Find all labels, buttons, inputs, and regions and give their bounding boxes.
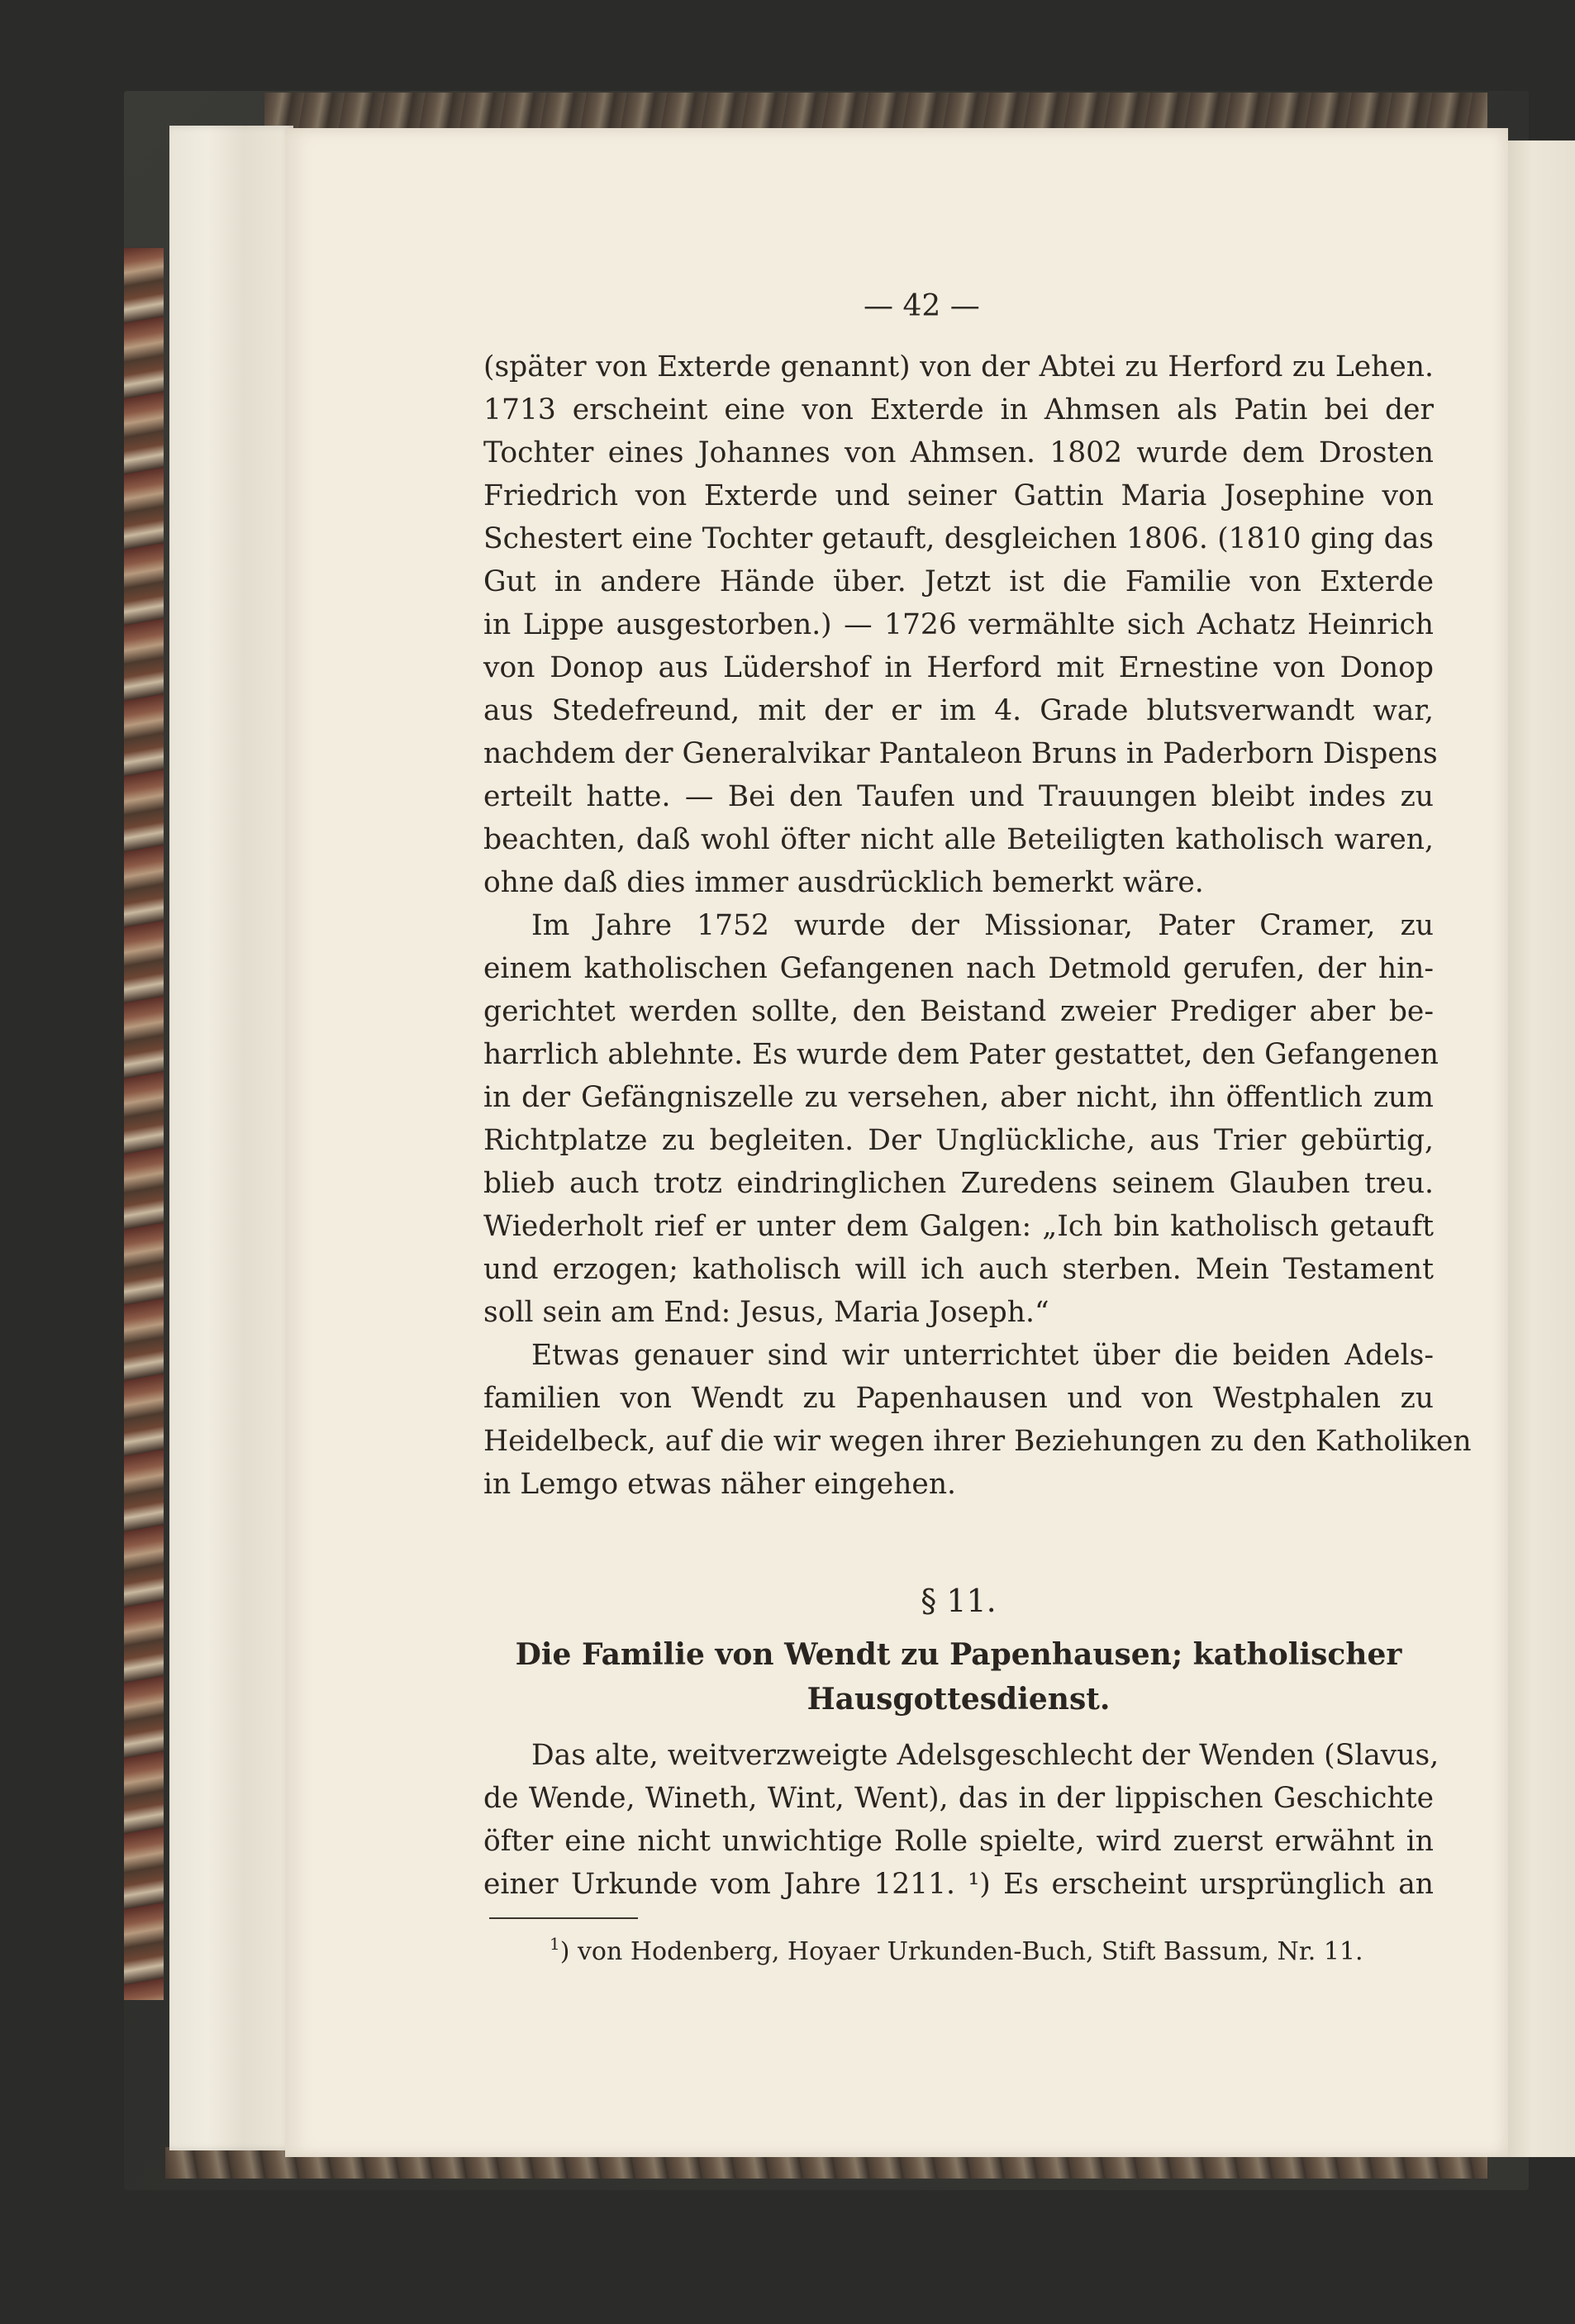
page-edge-right bbox=[1504, 140, 1575, 2157]
text-line: (später von Exterde genannt) von der Abtei zu Herford zu Lehen. bbox=[483, 350, 1434, 383]
text-line: Im Jahre 1752 wurde der Missionar, Pater Cramer, zu bbox=[531, 909, 1434, 942]
footnote-rule bbox=[489, 1917, 638, 1919]
text-line: öfter eine nicht unwichtige Rolle spielte, wird zuerst erwähnt in bbox=[483, 1825, 1434, 1858]
text-line: Gut in andere Hände über. Jetzt ist die Familie von Exterde bbox=[483, 565, 1434, 598]
text-line: Wiederholt rief er unter dem Galgen: „Ich bin katholisch getauft bbox=[483, 1210, 1434, 1243]
footnote bbox=[550, 1926, 1442, 1970]
text-line: Richtplatze zu begleiten. Der Unglückliche, aus Trier gebürtig, bbox=[483, 1124, 1434, 1157]
text-line: beachten, daß wohl öfter nicht alle Beteiligten katholisch waren, bbox=[483, 823, 1434, 856]
page-stack-left bbox=[169, 126, 293, 2150]
text-line: und erzogen; katholisch will ich auch sterben. Mein Testament bbox=[483, 1253, 1434, 1286]
text-line: gerichtet werden sollte, den Beistand zweier Prediger aber be- bbox=[483, 995, 1434, 1028]
text-line: Schestert eine Tochter getauft, desgleichen 1806. (1810 ging das bbox=[483, 522, 1434, 555]
text-line: einer Urkunde vom Jahre 1211. ¹) Es erscheint ursprünglich an bbox=[483, 1868, 1434, 1901]
text-line: einem katholischen Gefangenen nach Detmold gerufen, der hin- bbox=[483, 952, 1434, 985]
text-line: in Lippe ausgestorben.) — 1726 vermählte sich Achatz Heinrich bbox=[483, 608, 1434, 641]
text-line: Etwas genauer sind wir unterrichtet über die beiden Adels- bbox=[531, 1339, 1434, 1372]
section-heading-continued: Hausgottesdienst. bbox=[807, 1682, 1111, 1717]
text-line: in Lemgo etwas näher eingehen. bbox=[483, 1468, 957, 1501]
text-line: harrlich ablehnte. Es wurde dem Pater gestattet, den Gefangenen bbox=[483, 1038, 1439, 1071]
text-line: ohne daß dies immer ausdrücklich bemerkt wäre. bbox=[483, 866, 1204, 899]
text-line: von Donop aus Lüdershof in Herford mit Ernestine von Donop bbox=[483, 651, 1434, 684]
text-line: 1713 erscheint eine von Exterde in Ahmsen als Patin bei der bbox=[483, 393, 1434, 426]
footnote-text: ) von Hodenberg, Hoyaer Urkunden-Buch, Stift Bassum, Nr. 11. bbox=[559, 1937, 1363, 1966]
text-line: Tochter eines Johannes von Ahmsen. 1802 wurde dem Drosten bbox=[483, 436, 1434, 469]
text-line: Friedrich von Exterde und seiner Gattin Maria Josephine von bbox=[483, 479, 1434, 512]
text-line: soll sein am End: Jesus, Maria Joseph.“ bbox=[483, 1296, 1049, 1329]
text-line: erteilt hatte. — Bei den Taufen und Trauungen bleibt indes zu bbox=[483, 780, 1434, 813]
text-line: familien von Wendt zu Papenhausen und von Westphalen zu bbox=[483, 1382, 1434, 1415]
marbled-edge-left bbox=[124, 248, 164, 2000]
text-line: nachdem der Generalvikar Pantaleon Bruns in Paderborn Dispens bbox=[483, 737, 1438, 770]
text-line: aus Stedefreund, mit der er im 4. Grade blutsverwandt war, bbox=[483, 694, 1434, 727]
footnote-marker: 1 bbox=[550, 1934, 560, 1954]
marbled-edge-top bbox=[264, 93, 1487, 132]
section-heading: Die Familie von Wendt zu Papenhausen; katholischer bbox=[515, 1637, 1402, 1672]
text-line: Heidelbeck, auf die wir wegen ihrer Beziehungen zu den Katholiken bbox=[483, 1425, 1472, 1458]
text-line: Das alte, weitverzweigte Adelsgeschlecht der Wenden (Slavus, bbox=[531, 1739, 1439, 1772]
text-line: de Wende, Wineth, Wint, Went), das in der lippischen Geschichte bbox=[483, 1782, 1434, 1815]
page-number: — 42 — bbox=[864, 289, 980, 323]
text-line: in der Gefängniszelle zu versehen, aber nicht, ihn öffentlich zum bbox=[483, 1081, 1434, 1114]
text-line: blieb auch trotz eindringlichen Zuredens seinem Glauben treu. bbox=[483, 1167, 1434, 1200]
section-number: § 11. bbox=[921, 1583, 997, 1619]
